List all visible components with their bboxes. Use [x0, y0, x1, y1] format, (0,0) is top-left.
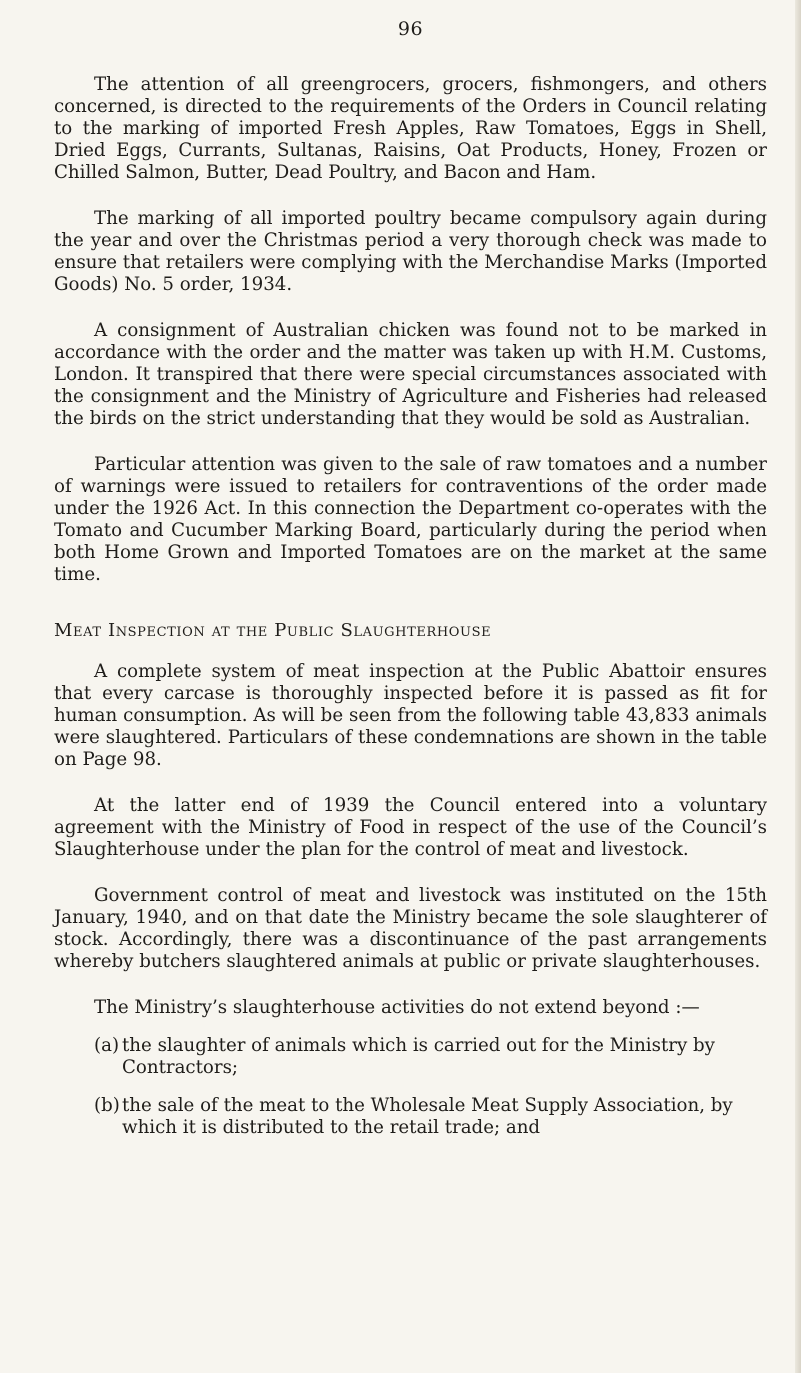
activities-list	[54, 1035, 767, 1139]
list-item	[54, 1035, 767, 1079]
list-text: the slaughter of animals which is carried out for the Ministry by Contractors;	[122, 1035, 715, 1078]
page-number: 96	[397, 18, 424, 40]
list-item	[54, 1095, 767, 1139]
paragraph-marking-orders: The attention of all greengrocers, grocers, fishmongers, and others concerned, is directed to the requirements of the Orders in Council relating to the marking of imported Fresh Apples, Raw Tomatoes, Eggs in Shell, Dried Eggs, Currants, Sultanas, Raisins, Oat Products, Honey, Frozen or Chilled Salmon, Butter, Dead Poultry, and Bacon and Ham.	[54, 74, 767, 183]
list-marker: (b)	[94, 1095, 120, 1116]
paragraph-australian-chicken: A consignment of Australian chicken was found not to be marked in accordance with the order and the matter was taken up with H.M. Customs, London. It transpired that there were special circumstances associated with the consignment and the Ministry of Agriculture and Fisheries had released the birds on the strict understanding that they would be sold as Australian.	[54, 320, 767, 429]
paragraph-raw-tomatoes: Particular attention was given to the sale of raw tomatoes and a number of warnings were issued to retailers for contraventions of the order made under the 1926 Act. In this connection the Department co-operates with the Tomato and Cucumber Marking Board, particularly during the period when both Home Grown and Imported Tomatoes are on the market at the same time.	[54, 454, 767, 585]
paragraph-poultry-marking: The marking of all imported poultry became compulsory again during the year and over the Christmas period a very thorough check was made to ensure that retailers were complying with the Merchandise Marks (Imported Goods) No. 5 order, 1934.	[54, 208, 767, 295]
section-heading: Meat Inspection at the Public Slaughterhouse	[54, 620, 492, 641]
paragraph-voluntary-agreement: At the latter end of 1939 the Council entered into a voluntary agreement with the Ministry of Food in respect of the use of the Council’s Slaughterhouse under the plan for the control of meat and livestock.	[54, 795, 767, 860]
page-edge	[795, 0, 801, 1373]
list-marker: (a)	[94, 1035, 120, 1056]
list-text: the sale of the meat to the Wholesale Meat Supply Association, by which it is distributed to the retail trade; and	[122, 1095, 733, 1138]
paragraph-meat-inspection: A complete system of meat inspection at the Public Abattoir ensures that every carcase is thoroughly inspected before it is passed as fit for human consumption. As will be seen from the following table 43,833 animals were slaughtered. Particulars of these condemnations are shown in the table on Page 98.	[54, 661, 767, 770]
paragraph-government-control: Government control of meat and livestock was instituted on the 15th January, 1940, and on that date the Ministry became the sole slaughterer of stock. Accordingly, there was a discontinuance of the past arrangements whereby butchers slaughtered animals at public or private slaughterhouses.	[54, 885, 767, 972]
paragraph-ministry-activities: The Ministry’s slaughterhouse activities do not extend beyond :—	[94, 997, 700, 1018]
